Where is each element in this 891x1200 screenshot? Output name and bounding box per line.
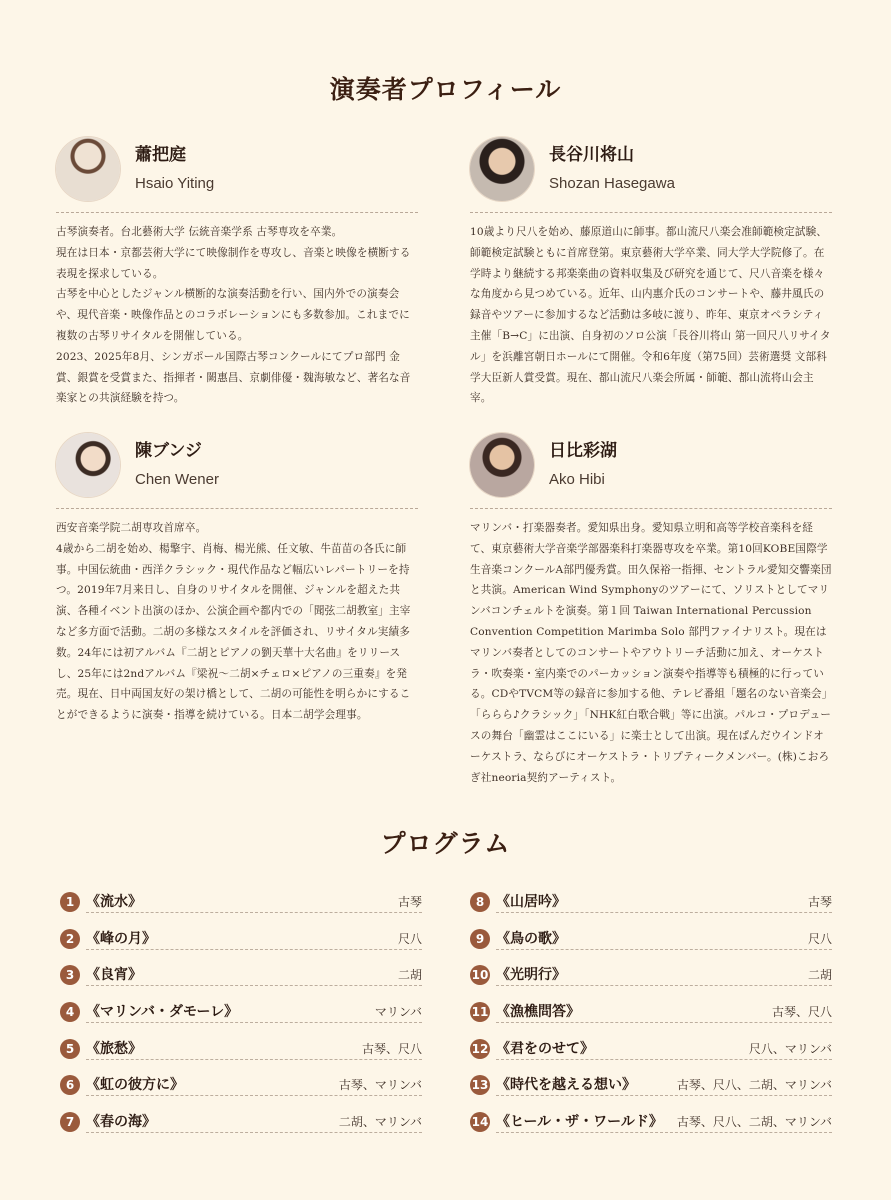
program-instruments: マリンバ xyxy=(374,1005,422,1020)
program-number-badge: 7 xyxy=(60,1112,80,1132)
performer-name-jp: 長谷川将山 xyxy=(549,145,634,165)
program-title: 《ヒール・ザ・ワールド》 xyxy=(496,1113,663,1130)
divider xyxy=(470,508,832,509)
program-item xyxy=(470,884,832,921)
performer-name-en: Shozan Hasegawa xyxy=(549,175,675,192)
program-list-left xyxy=(60,884,422,1140)
program-number-badge: 3 xyxy=(60,965,80,985)
performer-name-jp: 陳ブンジ xyxy=(135,441,202,461)
program-number-badge: 11 xyxy=(470,1002,490,1022)
program-item xyxy=(470,1067,832,1104)
program-title: 《良宵》 xyxy=(86,967,142,984)
divider xyxy=(56,508,418,509)
profile-section-title: 演奏者プロフィール xyxy=(329,75,562,104)
program-title: 《光明行》 xyxy=(496,967,566,984)
performer-bio: マリンバ・打楽器奏者。愛知県出身。愛知県立明和高等学校音楽科を経て、東京藝術大学音楽学部器楽科打楽器専攻を卒業。第10回KOBE国際学生音楽コンクールA部門優秀賞。田久保裕一指揮、セントラル愛知交響楽団と共演。American Wind Symphonyのツアーにて、ソリストとしてマリンバコンチェルトを演奏。第１回 Taiwan International Percussion Convention Competition Marimba Solo 部門ファイナリスト。現在はマリンバ奏者としてのコンサートやアウトリーチ活動に加え、オーケストラ・吹奏楽・室内楽でのパーカッション演奏や指導等も積極的に行っている。CDやTVCM等の録音に参加する他、テレビ番組「題名のない音楽会」「ららら♪クラシック」「NHK紅白歌合戦」等に出演。パルコ・プロデュースの舞台「幽霊はここにいる」に楽士として出演。現在ぱんだウインドオーケストラ、ならびにオーケストラ・トリプティークメンバー。(株)こおろぎ社neoria契約アーティスト。 xyxy=(470,522,832,784)
program-item xyxy=(470,1104,832,1141)
performer-name-en: Hsaio Yiting xyxy=(135,175,215,192)
program-number-badge: 2 xyxy=(60,929,80,949)
program-item xyxy=(470,994,832,1031)
program-item xyxy=(470,957,832,994)
program-instruments: 尺八 xyxy=(397,931,422,946)
program-title: 《マリンバ・ダモーレ》 xyxy=(86,1004,239,1021)
program-instruments: 二胡 xyxy=(397,968,422,983)
program-instruments: 尺八 xyxy=(807,931,832,946)
program-instruments: 二胡 xyxy=(807,968,832,983)
program-title: 《漁樵問答》 xyxy=(496,1004,580,1021)
performer-name-jp: 蕭把庭 xyxy=(135,145,186,165)
divider xyxy=(56,212,418,213)
program-instruments: 古琴、尺八 xyxy=(771,1005,832,1020)
performer-name-jp: 日比彩湖 xyxy=(549,441,617,461)
performer-card-hibi xyxy=(470,432,832,788)
program-title: 《旅愁》 xyxy=(86,1040,142,1057)
program-item xyxy=(60,921,422,958)
program-number-badge: 10 xyxy=(470,965,490,985)
program-number-badge: 14 xyxy=(470,1112,490,1132)
program-title: 《山居吟》 xyxy=(496,894,566,911)
performer-card-hasegawa xyxy=(470,136,832,409)
program-instruments: 二胡、マリンバ xyxy=(338,1114,422,1129)
program-item xyxy=(60,1030,422,1067)
performer-photo xyxy=(470,433,534,497)
program-instruments: 古琴、尺八、二胡、マリンバ xyxy=(676,1078,832,1093)
program-item xyxy=(60,884,422,921)
divider xyxy=(470,212,832,213)
performer-bio: 古琴演奏者。台北藝術大学 伝統音楽学系 古琴専攻を卒業。 現在は日本・京都芸術大学にて映像制作を専攻し、音楽と映像を横断する表現を探求している。 古琴を中心としたジャンル横断的な演奏活動を行い、国内外での演奏会や、現代音楽・映像作品とのコラボレーションにも多数参加。これまでに複数の古琴リサイタルを開催している。 2023、2025年8月、シンガポール国際古琴コンクールにてプロ部門 金賞、銀賞を受賞また、指揮者・闕惠昌、京劇俳優・魏海敏など、著名な音楽家との共演経験を持つ。 xyxy=(56,226,411,405)
program-title: 《鳥の歌》 xyxy=(496,930,566,947)
program-item xyxy=(470,1030,832,1067)
program-title: 《君をのせて》 xyxy=(496,1040,594,1057)
program-number-badge: 12 xyxy=(470,1039,490,1059)
program-title: 《峰の月》 xyxy=(86,930,156,947)
program-instruments: 尺八、マリンバ xyxy=(748,1041,832,1056)
performer-name-en: Chen Wener xyxy=(135,471,219,488)
performer-photo xyxy=(56,433,120,497)
program-title: 《時代を越える想い》 xyxy=(496,1077,636,1094)
program-instruments: 古琴、マリンバ xyxy=(338,1078,422,1093)
program-instruments: 古琴、尺八、二胡、マリンバ xyxy=(676,1114,832,1129)
program-number-badge: 8 xyxy=(470,892,490,912)
program-instruments: 古琴、尺八 xyxy=(361,1041,422,1056)
program-instruments: 古琴 xyxy=(397,895,422,910)
program-item xyxy=(470,921,832,958)
performer-name-en: Ako Hibi xyxy=(549,471,605,488)
program-number-badge: 5 xyxy=(60,1039,80,1059)
program-item xyxy=(60,957,422,994)
program-list-right xyxy=(470,884,832,1140)
program-instruments: 古琴 xyxy=(807,895,832,910)
program-item xyxy=(60,1067,422,1104)
program-title: 《春の海》 xyxy=(86,1113,156,1130)
program-title: 《虹の彼方に》 xyxy=(86,1077,184,1094)
program-title: 《流水》 xyxy=(86,894,142,911)
program-item xyxy=(60,994,422,1031)
performer-photo xyxy=(470,137,534,201)
performer-photo xyxy=(56,137,120,201)
performer-bio: 10歳より尺八を始め、藤原道山に師事。都山流尺八楽会准師範検定試験、師範検定試験ともに首席登第。東京藝術大学卒業、同大学大学院修了。在学時より継続する邦楽楽曲の資料収集及び研究を通じて、尺八音楽を様々な角度から見つめている。近年、山内惠介氏のコンサートや、藤井風氏の録音やツアーに参加するなど活動は多岐に渡り、昨年、東京オペラシティ主催「B→C」に出演、自身初のソロ公演「長谷川将山 第一回尺八リサイタル」を浜離宮朝日ホールにて開催。令和6年度（第75回）芸術選奨 文部科学大臣新人賞受賞。現在、都山流尺八楽会所属・師範、都山流将山会主宰。 xyxy=(470,226,831,405)
performer-card-hsaio xyxy=(56,136,418,409)
program-item xyxy=(60,1104,422,1141)
performer-card-chen xyxy=(56,432,418,726)
performer-bio: 西安音楽学院二胡専攻首席卒。 4歳から二胡を始め、楊擎宇、肖梅、楊光熊、任文敏、牛苗苗の各氏に師事。中国伝統曲・西洋クラシック・現代作品など幅広いレパートリーを持つ。2019年7月来日し、自身のリサイタルを開催、ジャンルを超えた共演、各種イベント出演のほか、公演企画や都内での「聞弦二胡教室」主宰など多方面で活動。二胡の多様なスタイルを評価され、リサイタル実績多数。24年には初アルバム『二胡とピアノの劉天華十大名曲』をリリースし、25年には2ndアルバム『梁祝〜二胡×チェロ×ピアノの三重奏』を発売。現在、日中両国友好の架け橋として、二胡の可能性を明らかにすることができるように演奏・指導を続けている。日本二胡学会理事。 xyxy=(56,522,411,722)
program-number-badge: 9 xyxy=(470,929,490,949)
program-number-badge: 4 xyxy=(60,1002,80,1022)
program-number-badge: 1 xyxy=(60,892,80,912)
program-number-badge: 13 xyxy=(470,1075,490,1095)
program-section-title: プログラム xyxy=(380,829,511,858)
program-number-badge: 6 xyxy=(60,1075,80,1095)
